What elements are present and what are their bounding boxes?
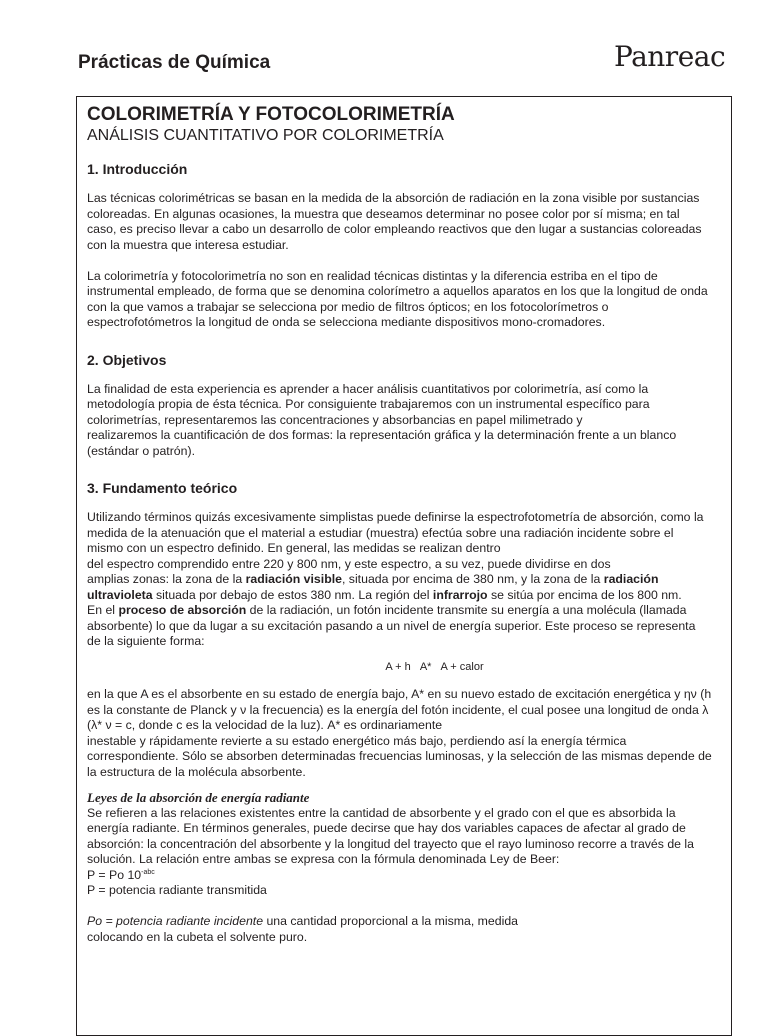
theory-text-p2a: En el	[87, 603, 119, 617]
theory-text-f: se sitúa por encima de los 800 nm.	[487, 587, 682, 602]
theory-text-a: Utilizando términos quizás excesivamente simplistas puede definirse la espectrofotometría de absorción, como la medida de la atenuación que el material a estudiar (muestra) efectúa sobre una radiación incidente sobre el mismo con un espectro definido. En general, las medidas se realizan dentro	[87, 510, 704, 555]
section-heading-introduction: 1. Introducción	[87, 161, 188, 177]
po-rest: una cantidad proporcional a la misma, medida	[263, 914, 519, 928]
formula-base: P = Po 10	[87, 867, 142, 882]
theory-text-b: del espectro comprendido entre 220 y 800 nm, y este espectro, a su vez, puede dividirse en dos	[87, 556, 611, 571]
document-title: COLORIMETRÍA Y FOTOCOLORIMETRÍA	[87, 104, 455, 125]
po-definition	[87, 914, 712, 945]
panreac-logo: Panreac	[614, 40, 726, 73]
section-heading-objectives: 2. Objetivos	[87, 351, 167, 368]
document-subtitle: ANÁLISIS CUANTITATIVO POR COLORIMETRÍA	[87, 127, 444, 144]
intro-paragraph-1: Las técnicas colorimétricas se basan en la medida de la absorción de radiación en la zona visible por sustancias coloreadas. En algunas ocasiones, la muestra que deseamos determinar no posee color por sí misma; en tal caso, es preciso llevar a cabo un desarrollo de color empleando reactivos que den lugar a sustancias coloreadas con la muestra que interesa estudiar.	[87, 191, 702, 252]
equation-rhs: A + calor	[440, 660, 484, 673]
theory-text-p3c: inestable y rápidamente revierte a su estado energético más bajo, perdiendo así la energía térmica correspondiente. Sólo se absorben determinadas frecuencias luminosas, y la selección de las mismas depende de la estructura de la molécula absorbente.	[87, 733, 712, 779]
theory-text-p3b: (h es la constante de Planck y ν la frecuencia) es la energía del fotón incidente, el cual posee una longitud de onda λ (λ* ν = c, donde c es la velocidad de la luz). A* es ordinariamente	[87, 687, 712, 732]
beer-law-formula	[87, 868, 712, 884]
theory-paragraph-2	[87, 603, 712, 650]
term-infrared: infrarrojo	[432, 587, 488, 602]
formula-exponent: -abc	[141, 868, 155, 876]
section-heading-theory: 3. Fundamento teórico	[87, 480, 238, 496]
equation-lhs: A + h	[385, 660, 411, 673]
header-title: Prácticas de Química	[78, 52, 271, 73]
theory-text-e: situada por debajo de estos 380 nm. La región del	[152, 587, 433, 602]
term-visible-radiation: radiación visible	[245, 572, 342, 586]
theory-text-c: amplias zonas: la zona de la	[87, 572, 246, 586]
photon-energy-symbol: ην	[683, 687, 697, 701]
laws-heading: Leyes de la absorción de energía radiante	[87, 790, 310, 805]
po-italic: Po = potencia radiante incidente	[87, 914, 264, 928]
document-body	[87, 104, 712, 945]
term-uv-radiation: radiación ultravioleta	[87, 572, 659, 602]
objectives-text-1: La finalidad de esta experiencia es aprender a hacer análisis cuantitativos por colorimetría, así como la metodología propia de ésta técnica. Por consiguiente trabajaremos con un instrumental específico para colorimetrías, representaremos las concentraciones y absorbancias en papel milimetrado y	[87, 381, 650, 427]
formula-definition: P = potencia radiante transmitida	[87, 883, 267, 897]
equation-mid: A*	[419, 660, 432, 673]
theory-text-d: , situada por encima de 380 nm, y la zona de la	[341, 572, 604, 586]
theory-paragraph-3	[87, 687, 712, 780]
absorption-equation	[87, 660, 712, 676]
laws-paragraph: Se refieren a las relaciones existentes entre la cantidad de absorbente y el grado con el que es absorbida la energía radiante. En términos generales, puede decirse que hay dos variables capaces de afectar al grado de absorción: la concentración del absorbente y la longitud del trayecto que el rayo luminoso recorre a través de la solución. La relación entre ambas se expresa con la fórmula denominada Ley de Beer:	[87, 805, 694, 866]
term-absorption-process: proceso de absorción	[118, 603, 247, 617]
theory-text-p2b: de la radiación, un fotón incidente transmite su energía a una molécula (llamada absorbente) lo que da lugar a su excitación pasando a un nivel de energía superior. Este proceso se representa de la siguiente forma:	[87, 603, 696, 648]
objectives-paragraph	[87, 382, 712, 460]
po-line-2: colocando en la cubeta el solvente puro.	[87, 929, 308, 944]
theory-text-p3a: en la que A es el absorbente en su estado de energía bajo, A* en su nuevo estado de excitación energética y	[87, 687, 684, 701]
theory-paragraph-1	[87, 510, 712, 603]
intro-paragraph-2: La colorimetría y fotocolorimetría no son en realidad técnicas distintas y la diferencia estriba en el tipo de instrumental empleado, de forma que se denomina colorímetro a aquellos aparatos en los que la longitud de onda con la que vamos a trabajar se selecciona por medio de filtros ópticos; en los fotocolorímetros o espectrofotómetros la longitud de onda se selecciona mediante dispositivos mono-cromadores.	[87, 268, 708, 329]
objectives-text-2: realizaremos la cuantificación de dos formas: la representación gráfica y la determinación frente a un blanco (estándar o patrón).	[87, 428, 677, 458]
